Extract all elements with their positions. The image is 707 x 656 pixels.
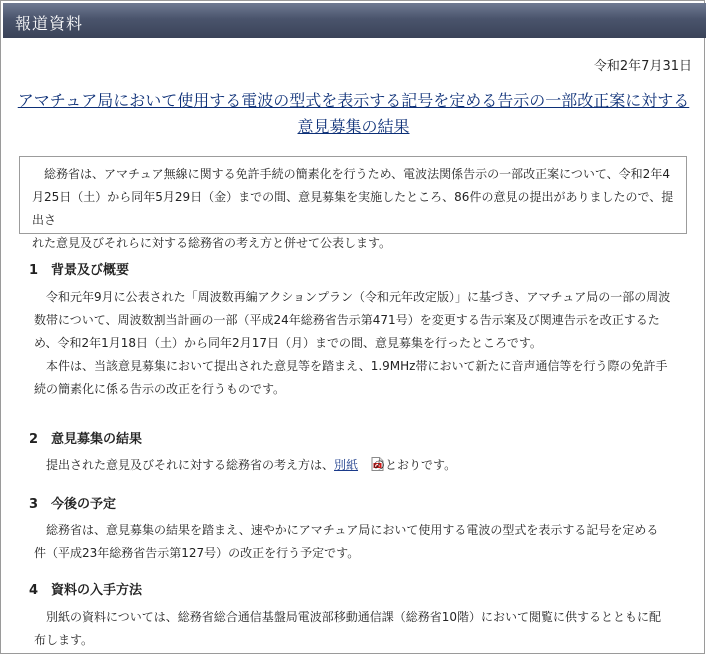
summary-line-3: れた意見及びそれらに対する総務省の考え方と併せて公表します。	[32, 236, 392, 250]
attachment-link[interactable]: 別紙	[334, 458, 359, 472]
section-1-body	[34, 286, 674, 401]
title-line-1: アマチュア局において使用する電波の型式を表示する記号を定める告示の一部改正案に対する	[17, 91, 690, 110]
release-date: 令和2年7月31日	[593, 59, 692, 74]
section-3-heading: 3 今後の予定	[29, 497, 117, 512]
s1-p1-line-3: め、令和2年1月18日（土）から同年2月17日（月）までの間、意見募集を行ったところです。	[34, 336, 542, 350]
section-4-heading: 4 資料の入手方法	[29, 583, 143, 598]
s4-line-2: 布します。	[34, 633, 94, 647]
s1-p2-line-2: 続の簡素化に係る告示の改正を行うものです。	[34, 382, 286, 396]
header-bar	[3, 3, 706, 38]
s1-p1-line-2: 数帯について、周波数割当計画の一部（平成24年総務省告示第471号）を変更する告示案及び関連告示を改正するた	[34, 313, 660, 327]
summary-line-1: 総務省は、アマチュア無線に関する免許手続の簡素化を行うため、電波法関係告示の一部改正案について、令和2年4	[44, 167, 670, 181]
section-1-heading: 1 背景及び概要	[29, 263, 130, 278]
s1-p2-line-1: 本件は、当該意見募集において提出された意見等を踏まえ、1.9MHz帯において新たに音声通信等を行う際の免許手	[46, 359, 668, 373]
summary-line-2: 月25日（土）から同年5月29日（金）までの間、意見募集を実施したところ、86件の意見の提出がありましたので、提出さ	[32, 190, 674, 227]
s1-p1-line-1: 令和元年9月に公表された「周波数再編アクションプラン（令和元年改定版）」に基づき、アマチュア局の一部の周波	[46, 290, 671, 304]
s2-line	[34, 454, 674, 477]
section-4-body	[34, 606, 674, 652]
title-line-2: 意見募集の結果	[297, 117, 410, 136]
page-title	[11, 88, 696, 140]
summary-box	[19, 156, 687, 250]
s2-text-before: 提出された意見及びそれに対する総務省の考え方は、	[46, 458, 335, 472]
s3-line-2: 件（平成23年総務省告示第127号）の改正を行う予定です。	[34, 546, 360, 560]
s4-line-1: 別紙の資料については、総務省総合通信基盤局電波部移動通信課（総務省10階）において閲覧に供するとともに配	[46, 610, 662, 624]
section-2-body	[34, 454, 674, 477]
header-title: 報道資料	[15, 14, 84, 33]
s3-line-1: 総務省は、意見募集の結果を踏まえ、速やかにアマチュア局において使用する電波の型式を表示する記号を定める	[46, 523, 659, 537]
pdf-icon[interactable]	[359, 456, 372, 470]
section-2-heading: 2 意見募集の結果	[29, 432, 143, 447]
section-3-body	[34, 519, 674, 565]
s2-text-after: のとおりです。	[373, 458, 457, 472]
